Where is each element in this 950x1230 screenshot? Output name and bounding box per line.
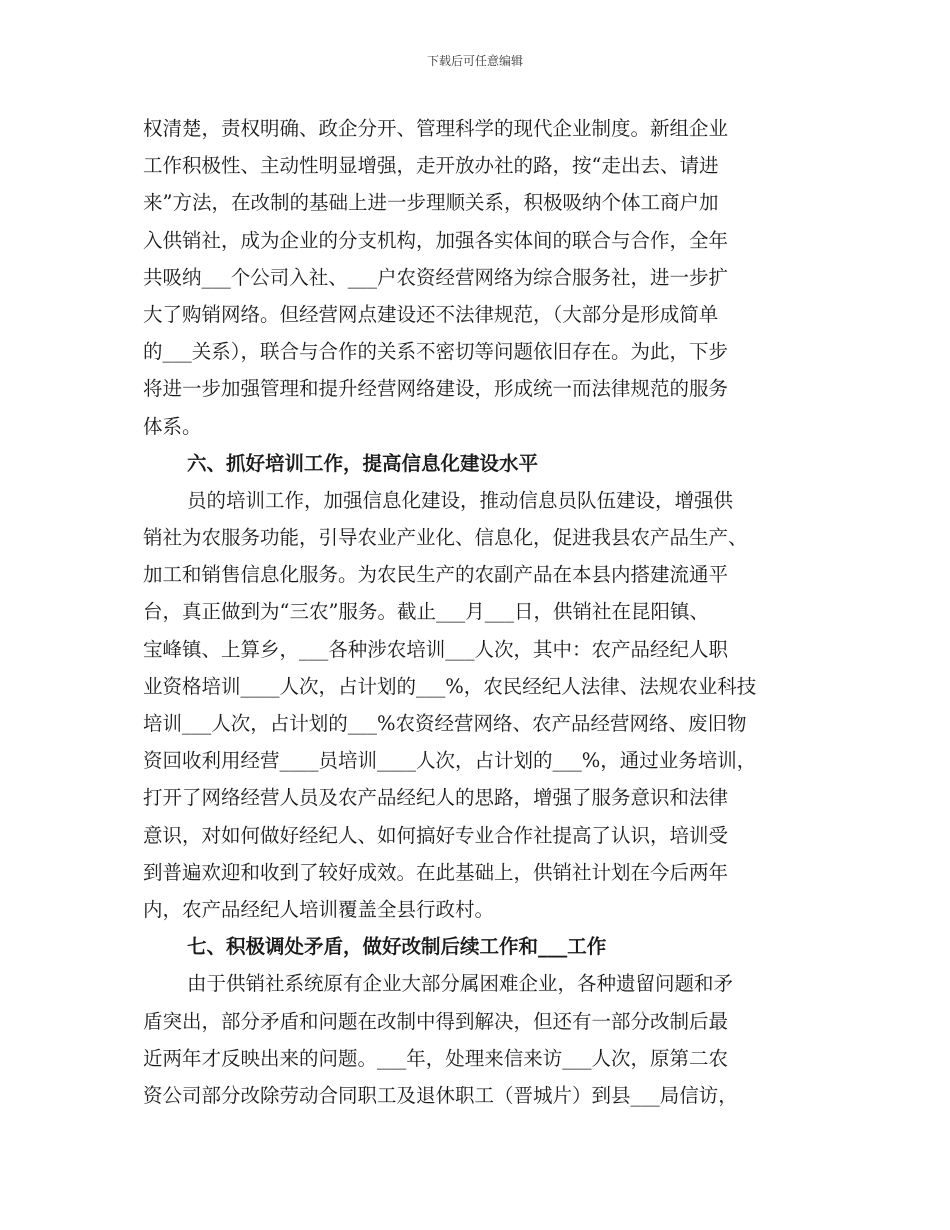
text-line: 资公司部分改除劳动合同职工及退休职工（晋城片）到县___局信访， (143, 1083, 738, 1107)
text-line: 共吸纳___个公司入社、___户农资经营网络为综合服务社，进一步扩 (143, 265, 729, 289)
document-body (143, 110, 823, 1114)
text-line: 意识，对如何做好经纪人、如何搞好专业合作社提高了认识，培训受 (143, 823, 729, 847)
text-line: 来”方法，在改制的基础上进一步理顺关系，积极吸纳个体工商户加 (143, 191, 719, 215)
text-line: 工作积极性、主动性明显增强，走开放办社的路，按“走出去、请进 (143, 154, 719, 178)
text-line: 打开了网络经营人员及农产品经纪人的思路，增强了服务意识和法律 (143, 786, 729, 810)
text-line: 业资格培训____人次，占计划的___%，农民经纪人法律、法规农业科技 (143, 674, 757, 698)
text-line: 近两年才反映出来的问题。___年，处理来信来访___人次，原第二农 (143, 1046, 729, 1070)
text-line: 大了购销网络。但经营网点建设还不法律规范，（大部分是形成简单 (143, 302, 719, 326)
paragraph-start: 员的培训工作，加强信息化建设，推动信息员队伍建设，增强供 (187, 488, 734, 512)
text-line: 培训___人次，占计划的___%农资经营网络、农产品经营网络、废旧物 (143, 712, 747, 735)
text-line: 到普遍欢迎和收到了较好成效。在此基础上，供销社计划在今后两年 (143, 860, 729, 884)
section-heading: 六、抓好培训工作，提高信息化建设水平 (187, 451, 539, 475)
text-line: 权清楚，责权明确、政企分开、管理科学的现代企业制度。新组企业 (143, 117, 729, 140)
text-line: 的___关系），联合与合作的关系不密切等问题依旧存在。为此，下步 (143, 340, 729, 364)
text-line: 宝峰镇、上算乡，___各种涉农培训___人次，其中：农产品经纪人职 (143, 637, 729, 661)
text-line: 体系。 (143, 414, 202, 438)
page-header: 下载后可任意编辑 (426, 54, 523, 68)
text-line: 将进一步加强管理和提升经营网络建设，形成统一而法律规范的服务 (143, 377, 729, 401)
text-line: 盾突出，部分矛盾和问题在改制中得到解决，但还有一部分改制后最 (143, 1009, 729, 1033)
text-line: 台，真正做到为“三农”服务。截止___月___日，供销社在昆阳镇、 (143, 600, 709, 624)
text-line: 内，农产品经纪人培训覆盖全县行政村。 (143, 897, 495, 921)
text-line: 入供销社，成为企业的分支机构，加强各实体间的联合与合作，全年 (143, 228, 729, 252)
paragraph-start: 由于供销社系统原有企业大部分属困难企业，各种遗留问题和矛 (187, 972, 734, 996)
section-heading: 七、积极调处矛盾，做好改制后续工作和___工作 (187, 935, 607, 959)
text-line: 加工和销售信息化服务。为农民生产的农副产品在本县内搭建流通平 (143, 563, 729, 587)
text-line: 资回收利用经营____员培训____人次，占计划的___%，通过业务培训， (143, 749, 757, 773)
text-line: 销社为农服务功能，引导农业产业化、信息化，促进我县农产品生产、 (143, 526, 748, 550)
